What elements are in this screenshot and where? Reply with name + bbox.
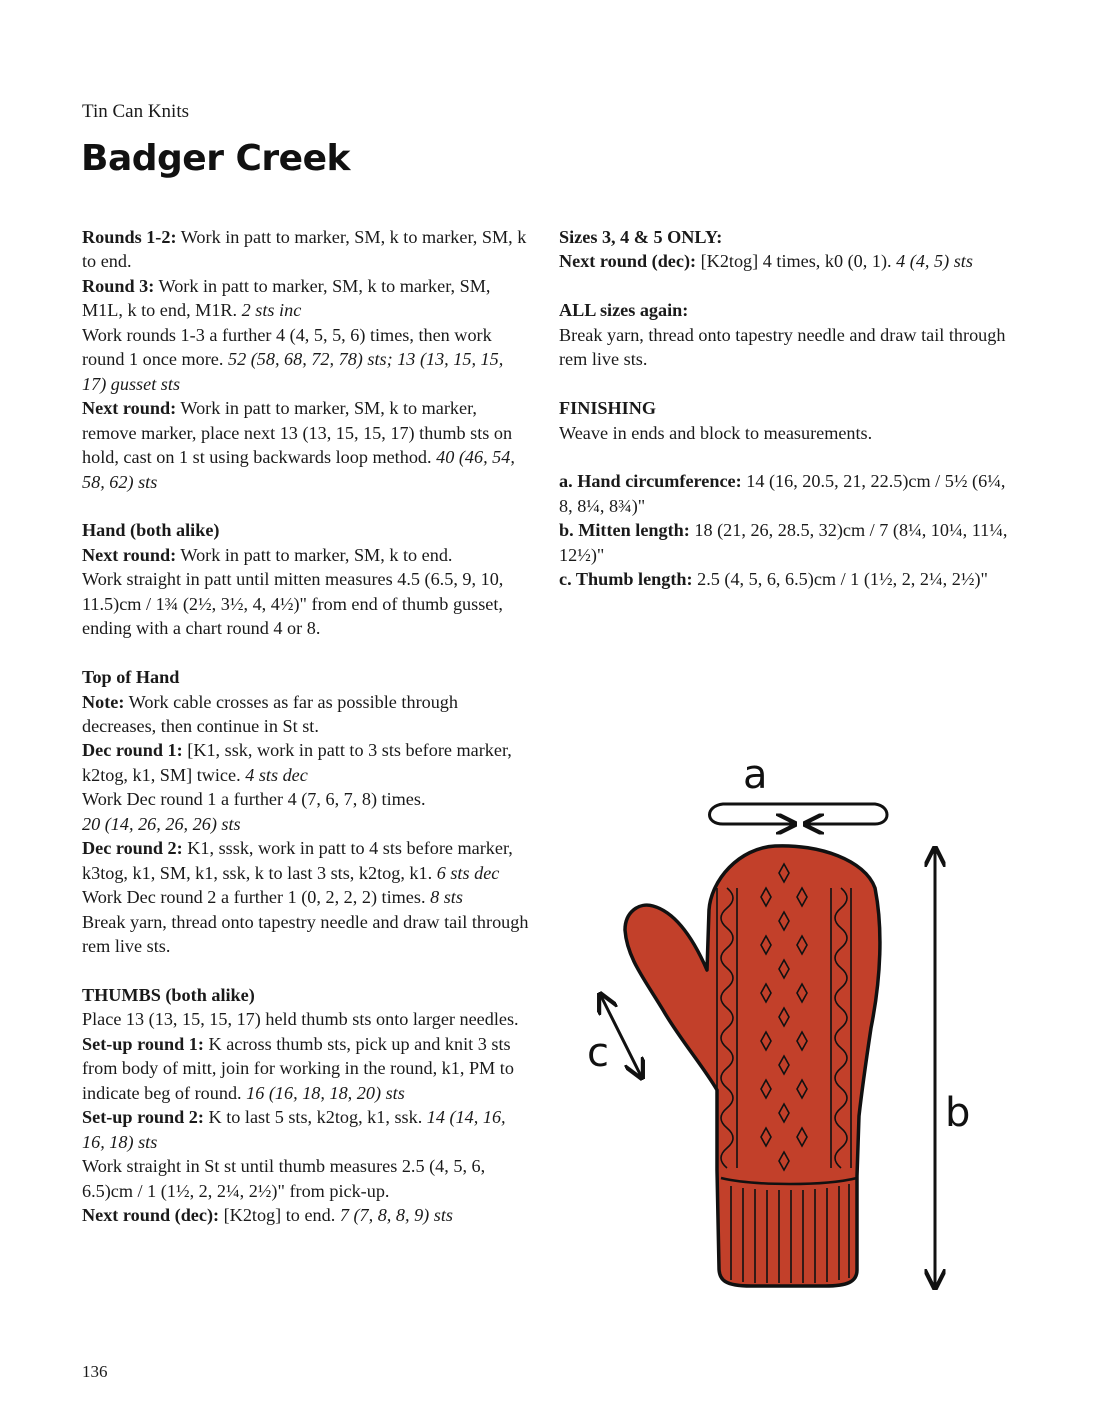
mitten-shape <box>625 846 880 1286</box>
round-3: Round 3: Work in patt to marker, SM, k to marker, SM, M1L, k to end, M1R. 2 sts inc <box>82 275 491 321</box>
thumb-next-round-dec: Next round (dec): [K2tog] to end. 7 (7, 8, 8, 9) sts <box>82 1205 453 1226</box>
finishing-text: Weave in ends and block to measurements. <box>559 422 873 443</box>
dec-round-2-repeat: Work Dec round 2 a further 1 (0, 2, 2, 2) times. 8 sts <box>82 887 463 908</box>
next-round-gusset: Next round: Work in patt to marker, SM, k to marker, remove marker, place next 13 (13, 15, 15, 17) thumb sts on hold, cast on 1 st using backwards loop method. 40 (46, 54, 58, 62) sts <box>82 398 515 492</box>
thumb-work-straight: Work straight in St st until thumb measures 2.5 (4, 5, 6, 6.5)cm / 1 (1½, 2, 2¼, 2½)" from pick-up. <box>82 1156 486 1201</box>
thumbs-place: Place 13 (13, 15, 15, 17) held thumb sts onto larger needles. <box>82 1009 519 1030</box>
page-title: Badger Creek <box>81 138 350 179</box>
dec-round-1-repeat: Work Dec round 1 a further 4 (7, 6, 7, 8) times. <box>82 789 426 810</box>
hand-next-round: Next round: Work in patt to marker, SM, k to end. <box>82 544 453 565</box>
finishing-heading: FINISHING <box>559 398 657 419</box>
mitten-diagram <box>575 748 995 1308</box>
mitten-illustration <box>625 846 880 1286</box>
measurement-b: b. Mitten length: 18 (21, 26, 28.5, 32)cm / 7 (8¼, 10¼, 11¼, 12½)" <box>559 520 1008 565</box>
thumbs-heading: THUMBS (both alike) <box>82 985 255 1005</box>
measurement-a: a. Hand circumference: 14 (16, 20.5, 21, 22.5)cm / 5½ (6¼, 8, 8¼, 8¾)" <box>559 471 1006 516</box>
page-number: 136 <box>82 1362 108 1381</box>
dec-round-1: Dec round 1: [K1, ssk, work in patt to 3 sts before marker, k2tog, k1, SM] twice. 4 sts dec <box>82 740 512 785</box>
label-a: a <box>743 752 768 798</box>
break-yarn: Break yarn, thread onto tapestry needle and draw tail through rem live sts. <box>82 911 529 957</box>
rounds-repeat: Work rounds 1-3 a further 4 (4, 5, 5, 6) times, then work round 1 once more. 52 (58, 68, 72, 78) sts; 13 (13, 15, 15, 17) gusset sts <box>82 324 504 394</box>
hand-work-straight: Work straight in patt until mitten measures 4.5 (6.5, 9, 10, 11.5)cm / 1¾ (2½, 3½, 4, 4½)" from end of thumb gusset, ending with a chart round 4 or 8. <box>82 569 504 639</box>
arrow-a <box>710 804 888 824</box>
dec-round-2: Dec round 2: K1, sssk, work in patt to 4 sts before marker, k3tog, k1, SM, k1, ssk, k to last 3 sts, k2tog, k1. 6 sts dec <box>82 838 513 883</box>
right-column <box>559 225 1019 592</box>
rounds-1-2: Rounds 1-2: Work in patt to marker, SM, k to marker, SM, k to end. <box>82 227 527 272</box>
all-sizes-text: Break yarn, thread onto tapestry needle and draw tail through rem live sts. <box>559 324 1006 370</box>
setup-round-1: Set-up round 1: K across thumb sts, pick up and knit 3 sts from body of mitt, join for working in the round, k1, PM to indicate beg of round. 16 (16, 18, 18, 20) sts <box>82 1033 514 1103</box>
sizes-heading: Sizes 3, 4 & 5 ONLY: <box>559 227 723 247</box>
setup-round-2: Set-up round 2: K to last 5 sts, k2tog, k1, ssk. 14 (14, 16, 16, 18) sts <box>82 1107 506 1152</box>
sizes-next-round-dec: Next round (dec): [K2tog] 4 times, k0 (0, 1). 4 (4, 5) sts <box>559 251 973 272</box>
label-b: b <box>945 1090 971 1136</box>
all-sizes-heading: ALL sizes again: <box>559 300 689 321</box>
measurement-c: c. Thumb length: 2.5 (4, 5, 6, 6.5)cm / 1 (1½, 2, 2¼, 2½)" <box>559 569 988 590</box>
note: Note: Work cable crosses as far as possible through decreases, then continue in St st. <box>82 691 458 737</box>
brand-name: Tin Can Knits <box>82 101 189 122</box>
dec-round-1-count: 20 (14, 26, 26, 26) sts <box>82 813 241 834</box>
top-of-hand-heading: Top of Hand <box>82 667 180 688</box>
hand-heading: Hand (both alike) <box>82 520 220 541</box>
left-column <box>82 225 532 1228</box>
label-c: c <box>587 1030 609 1076</box>
